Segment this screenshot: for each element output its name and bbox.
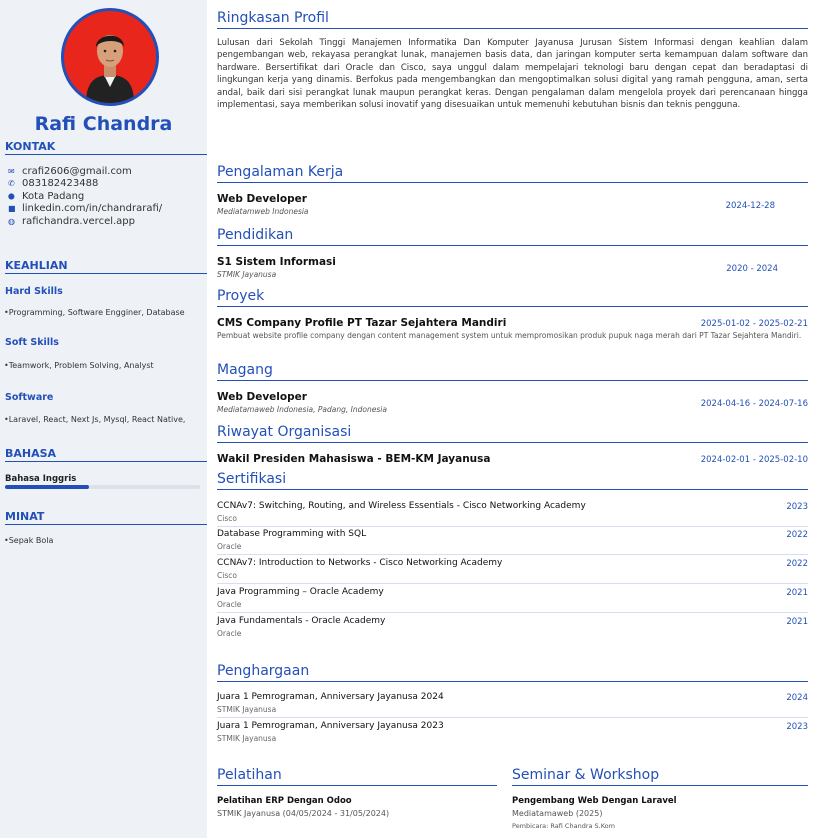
cert-org: Oracle	[217, 600, 242, 609]
cert-title: CCNAv7: Introduction to Networks - Cisco Networking Academy	[217, 558, 503, 568]
cert-year: 2021	[786, 588, 808, 598]
award-item	[217, 721, 808, 747]
hard-skills-list: •Programming, Software Engginer, Database	[4, 308, 185, 317]
cert-title: Java Programming – Oracle Academy	[217, 587, 384, 597]
soft-skills-label: Soft Skills	[5, 337, 59, 348]
cert-year: 2022	[786, 559, 808, 569]
cert-item	[217, 587, 808, 613]
experience-date: 2024-12-28	[725, 201, 775, 211]
cert-item	[217, 558, 808, 584]
skills-heading: KEAHLIAN	[5, 259, 207, 274]
seminar-speaker: Pembicara: Rafi Chandra S.Kom	[512, 822, 615, 830]
contact-website[interactable]	[8, 215, 206, 228]
interest-list: •Sepak Bola	[4, 536, 54, 545]
cert-item	[217, 529, 808, 555]
mail-icon: ✉	[8, 166, 15, 176]
internship-title: Web Developer	[217, 391, 307, 403]
internship-company: Mediatamaweb Indonesia, Padang, Indonesia	[217, 405, 387, 414]
cert-title: Database Programming with SQL	[217, 529, 367, 539]
seminar-heading: Seminar & Workshop	[512, 767, 808, 786]
location-icon: ⬤	[8, 192, 15, 200]
contact-phone[interactable]	[8, 178, 206, 191]
contact-email[interactable]	[8, 165, 206, 178]
contact-text: 083182423488	[22, 178, 99, 190]
seminar-title: Pengembang Web Dengan Laravel	[512, 796, 677, 806]
cert-heading: Sertifikasi	[217, 471, 808, 490]
award-title: Juara 1 Pemrograman, Anniversary Jayanusa 2023	[217, 721, 444, 731]
education-school: STMIK Jayanusa	[217, 270, 277, 279]
award-item	[217, 692, 808, 718]
contact-text: Kota Padang	[22, 190, 85, 202]
organization-date: 2024-02-01 - 2025-02-10	[700, 455, 808, 465]
sidebar	[0, 0, 207, 838]
summary-text: Lulusan dari Sekolah Tinggi Manajemen Informatika Dan Komputer Jayanusa Jurusan Sistem Informasi dengan keahlian dalam pengembangan web, rekayasa perangkat lunak, manajemen basis data, dan jaringan komputer serta kemampuan dalam software dan hardware. Bersertifikat dari Oracle dan Cisco, saya unggul dalam mempelajari teknologi baru dengan cepat dan beradaptasi di lingkungan kerja yang dinamis. Berfokus pada mengembangkan dan mengoptimalkan solusi digital yang ramah pengguna, aman, serta andal, baik dari sisi perangkat lunak maupun perangkat keras. Dengan pengalaman dalam mengelola proyek dari perencanaan hingga implementasi, saya memberikan solusi inovatif yang disesuaikan untuk memenuhi kebutuhan bisnis dan teknis pengguna.	[217, 38, 808, 111]
profile-name: Rafi Chandra	[34, 113, 173, 135]
globe-icon: ◍	[8, 216, 15, 226]
organization-heading: Riwayat Organisasi	[217, 424, 808, 443]
cert-year: 2022	[786, 530, 808, 540]
training-heading: Pelatihan	[217, 767, 497, 786]
summary-heading: Ringkasan Profil	[217, 10, 808, 29]
award-org: STMIK Jayanusa	[217, 705, 277, 714]
training-title: Pelatihan ERP Dengan Odoo	[217, 796, 352, 806]
contact-text: linkedin.com/in/chandrarafi/	[22, 203, 163, 215]
project-date: 2025-01-02 - 2025-02-21	[700, 319, 808, 329]
cert-title: CCNAv7: Switching, Routing, and Wireless Essentials - Cisco Networking Academy	[217, 501, 586, 511]
contact-linkedin[interactable]	[8, 203, 206, 216]
award-year: 2024	[786, 693, 808, 703]
language-name: Bahasa Inggris	[5, 474, 77, 484]
project-description: Pembuat website profile company dengan content management system untuk mempromosikan produk pupuk naga merah dari PT Tazar Sejahtera Mandiri.	[217, 331, 802, 340]
award-org: STMIK Jayanusa	[217, 734, 277, 743]
education-date: 2020 - 2024	[726, 264, 778, 274]
software-label: Software	[5, 392, 54, 403]
hard-skills-label: Hard Skills	[5, 286, 63, 297]
education-heading: Pendidikan	[217, 227, 808, 246]
language-level-bar	[5, 485, 200, 489]
award-title: Juara 1 Pemrograman, Anniversary Jayanusa 2024	[217, 692, 444, 702]
experience-title: Web Developer	[217, 193, 307, 205]
cert-item	[217, 616, 808, 642]
cert-org: Cisco	[217, 571, 237, 580]
cert-year: 2021	[786, 617, 808, 627]
profile-photo	[61, 8, 159, 106]
cert-org: Oracle	[217, 542, 242, 551]
contact-list	[8, 165, 206, 228]
main-content	[217, 0, 808, 838]
internship-heading: Magang	[217, 362, 808, 381]
contact-heading: KONTAK	[5, 140, 207, 155]
award-year: 2023	[786, 722, 808, 732]
cert-title: Java Fundamentals - Oracle Academy	[217, 616, 386, 626]
education-title: S1 Sistem Informasi	[217, 256, 336, 268]
linkedin-icon: ■	[8, 204, 16, 214]
cert-item	[217, 501, 808, 527]
seminar-detail: Mediatamaweb (2025)	[512, 809, 603, 818]
phone-icon: ✆	[8, 179, 15, 189]
contact-text: rafichandra.vercel.app	[22, 215, 135, 227]
contact-text: crafi2606@gmail.com	[22, 165, 132, 177]
language-level-fill	[5, 485, 89, 489]
project-heading: Proyek	[217, 288, 808, 307]
award-heading: Penghargaan	[217, 663, 808, 682]
software-list: •Laravel, React, Next Js, Mysql, React Native,	[4, 415, 186, 424]
interest-heading: MINAT	[5, 510, 207, 525]
cert-year: 2023	[786, 502, 808, 512]
language-heading: BAHASA	[5, 447, 207, 462]
project-title: CMS Company Profile PT Tazar Sejahtera Mandiri	[217, 317, 507, 329]
organization-title: Wakil Presiden Mahasiswa - BEM-KM Jayanusa	[217, 453, 491, 465]
experience-company: Mediatamweb Indonesia	[217, 207, 309, 216]
experience-heading: Pengalaman Kerja	[217, 164, 808, 183]
cert-org: Oracle	[217, 629, 242, 638]
contact-location	[8, 190, 206, 203]
soft-skills-list: •Teamwork, Problem Solving, Analyst	[4, 361, 154, 370]
internship-date: 2024-04-16 - 2024-07-16	[700, 399, 808, 409]
training-detail: STMIK Jayanusa (04/05/2024 - 31/05/2024)	[217, 809, 390, 818]
cert-org: Cisco	[217, 514, 237, 523]
